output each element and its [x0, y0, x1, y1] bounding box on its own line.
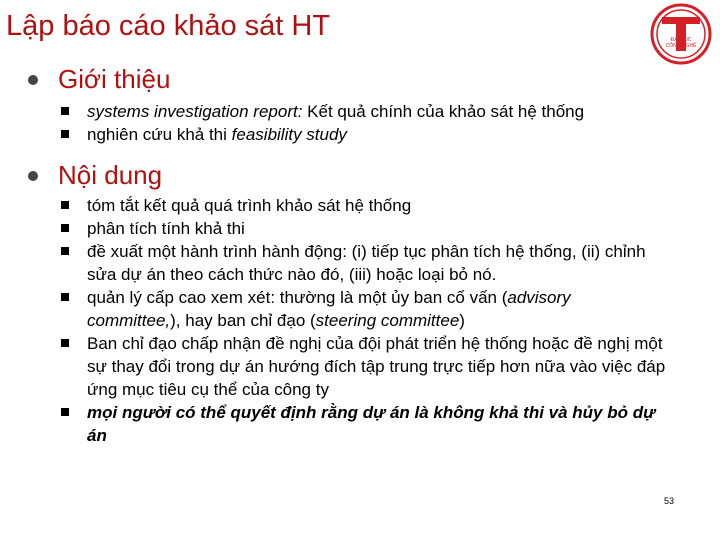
university-logo-icon [649, 2, 713, 66]
term-italic: advisory committee, [87, 288, 571, 330]
logo-text-line1: ĐẠI HỌC [670, 37, 692, 43]
content-list [60, 194, 666, 447]
list-item [60, 240, 666, 286]
item-text: ), hay ban chỉ đạo ( [170, 311, 316, 330]
square-bullet-icon [61, 339, 69, 347]
round-bullet-icon [28, 171, 38, 181]
round-bullet-icon [28, 75, 38, 85]
term-italic: feasibility study [231, 125, 347, 144]
slide-title: Lập báo cáo khảo sát HT [6, 10, 331, 42]
item-text: Kết quả chính của khảo sát hệ thống [302, 102, 585, 121]
item-text: đề xuất một hành trình hành động: (i) tiếp tục phân tích hệ thống, (ii) chỉnh sửa dự án theo cách thức nào đó, (iii) hoặc loại bỏ nó. [87, 242, 646, 284]
logo-text-line2: CÔNG NGHỆ [665, 43, 697, 49]
item-text: phân tích tính khả thi [87, 219, 245, 238]
item-text: ) [459, 311, 465, 330]
list-item [60, 286, 666, 332]
section-heading-label: Giới thiệu [58, 64, 171, 94]
section-content-heading [28, 160, 162, 191]
term-italic: steering committee [315, 311, 460, 330]
term-italic: systems investigation report: [87, 102, 303, 121]
square-bullet-icon [61, 107, 69, 115]
square-bullet-icon [61, 201, 69, 209]
square-bullet-icon [61, 408, 69, 416]
list-item [60, 194, 666, 217]
list-item [60, 401, 666, 447]
item-text: tóm tắt kết quả quá trình khảo sát hệ thống [87, 196, 412, 215]
section-intro-heading [28, 64, 170, 95]
list-item [60, 123, 710, 146]
item-text: Ban chỉ đạo chấp nhận đề nghị của đội phát triển hệ thống hoặc đề nghị một sự thay đổi trong dự án hướng đích tập trung trực tiếp hơn nữa vào việc đáp ứng mục tiêu cụ thể của công ty [87, 334, 666, 399]
list-item [60, 100, 710, 123]
item-text-emphasis: mọi người có thể quyết định rằng dự án là không khả thi và hủy bỏ dự án [87, 403, 656, 445]
square-bullet-icon [61, 130, 69, 138]
item-text: nghiên cứu khả thi [87, 125, 232, 144]
square-bullet-icon [61, 247, 69, 255]
intro-list [60, 100, 710, 146]
page-number: 53 [664, 496, 675, 506]
item-text: quản lý cấp cao xem xét: thường là một ủy ban cố vấn ( [87, 288, 508, 307]
square-bullet-icon [61, 224, 69, 232]
section-heading-label: Nội dung [58, 160, 163, 190]
list-item [60, 332, 666, 401]
square-bullet-icon [61, 293, 69, 301]
list-item [60, 217, 666, 240]
